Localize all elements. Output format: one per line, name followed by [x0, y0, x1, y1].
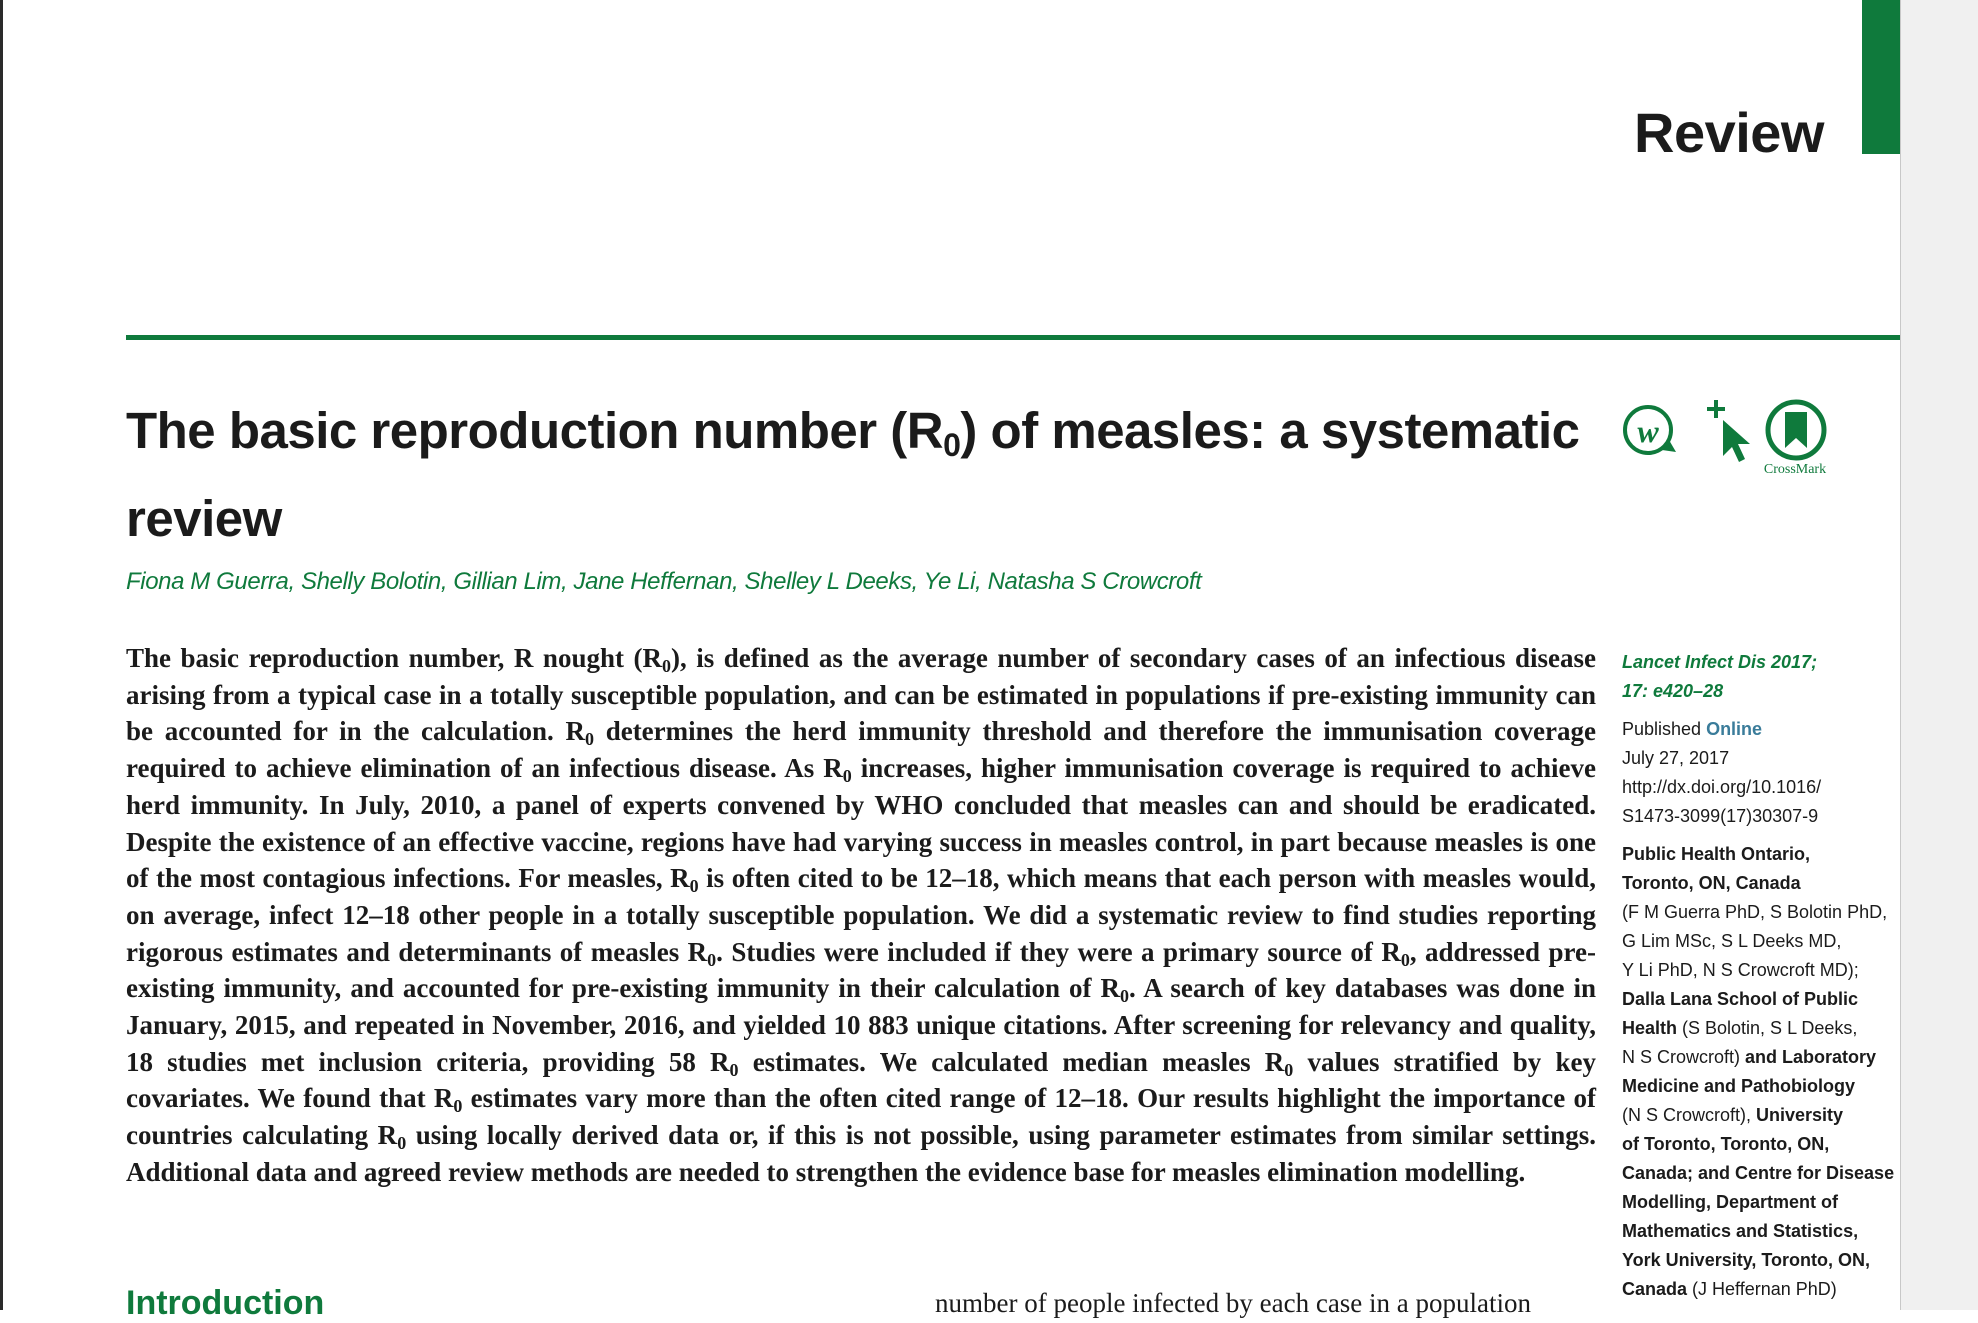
abstract-text: . A search of key databases was done in January, 2015, and repeated in November, 2016, and yielded 10 883 unique citations. After screening for relevancy and quality, 18 studies met inclusion criteria, providing 58 R	[126, 973, 1596, 1077]
article-tools	[1620, 398, 1850, 480]
r0-subscript: 0	[1120, 986, 1130, 1007]
r0-subscript: 0	[842, 766, 852, 787]
svg-text:w: w	[1637, 413, 1659, 449]
affiliation-line: Health	[1622, 1018, 1678, 1038]
affiliation-line: (F M Guerra PhD, S Bolotin PhD,	[1622, 902, 1888, 922]
title-subscript: 0	[943, 427, 961, 463]
affiliations	[1622, 840, 1902, 1304]
r0-subscript: 0	[584, 729, 594, 750]
affiliation-line: Canada; and Centre for Disease	[1622, 1163, 1895, 1183]
abstract-text: using locally derived data or, if this is not possible, using parameter estimates from similar settings. Additional data and agreed review methods are needed to strengthen the evidence base for measles elimination modelling.	[126, 1120, 1596, 1187]
affiliation-line: (S Bolotin, S L Deeks,	[1677, 1018, 1858, 1038]
title-rule	[126, 335, 1900, 340]
r0-subscript: 0	[707, 949, 717, 970]
doi-link[interactable]: S1473-3099(17)30307-9	[1622, 806, 1819, 826]
abstract-text: estimates. We calculated median measles R	[738, 1046, 1285, 1077]
crossmark-label: CrossMark	[1763, 462, 1827, 477]
affiliation-line: Y Li PhD, N S Crowcroft MD);	[1622, 960, 1859, 980]
section-heading-introduction: Introduction	[126, 1284, 325, 1322]
article-sidebar	[1622, 648, 1902, 1304]
abstract-text: determines the herd immunity threshold and therefore the immunisation coverage required to achieve elimination of an infectious disease. As R	[126, 716, 1596, 784]
title-text-end: ) of measles: a systematic review	[126, 402, 1580, 547]
affiliation-line: Dalla Lana School of Public	[1622, 989, 1859, 1009]
abstract-text: . Studies were included if they were a primary source of R	[716, 936, 1401, 967]
article-title	[126, 394, 1596, 556]
web-extra-icon[interactable]	[1620, 400, 1680, 467]
abstract-text: values stratified by key covariates. We found that R	[126, 1046, 1596, 1114]
r0-subscript: 0	[729, 1059, 739, 1080]
page-left-edge	[0, 0, 3, 1310]
r0-subscript: 0	[1400, 949, 1410, 970]
affiliation-line: Toronto, ON, Canada	[1622, 873, 1801, 893]
affiliation-line: and Laboratory	[1740, 1047, 1877, 1067]
doi-link[interactable]: http://dx.doi.org/10.1016/	[1622, 777, 1822, 797]
abstract-text: ), is defined as the average number of secondary cases of an infectious disease arising from a typical case in a totally susceptible population, and can be estimated in populations if pre-existing immunity can be accounted for in the calculation. R	[126, 643, 1596, 747]
citation-line: 17: e420–28	[1622, 681, 1724, 701]
affiliation-line: York University, Toronto, ON,	[1622, 1250, 1871, 1270]
affiliation-line: G Lim MSc, S L Deeks MD,	[1622, 931, 1842, 951]
r0-subscript: 0	[1284, 1059, 1294, 1080]
abstract	[126, 640, 1596, 1191]
online-label: Online	[1706, 719, 1763, 739]
affiliation-line: Medicine and Pathobiology	[1622, 1076, 1856, 1096]
abstract-text: The basic reproduction number, R nought (R	[126, 643, 662, 673]
affiliation-line: N S Crowcroft)	[1622, 1047, 1741, 1067]
abstract-text: increases, higher immunisation coverage is required to achieve herd immunity. In July, 2010, a panel of experts convened by WHO concluded that measles can and should be eradicated. Despite the existence of an effective vaccine, regions have had varying success in measles control, in part because measles is one of the most contagious infections. For measles, R	[126, 753, 1596, 894]
r0-subscript: 0	[397, 1133, 407, 1154]
body-column-two-text: number of people infected by each case in a population	[935, 1288, 1532, 1318]
r0-subscript: 0	[689, 876, 699, 897]
abstract-text: is often cited to be 12–18, which means that each person with measles would, on average, infect 12–18 other people in a totally susceptible population. We did a systematic review to find studies reporting rigorous estimates and determinants of measles R	[126, 863, 1596, 967]
published-date: July 27, 2017	[1622, 748, 1730, 768]
author-list: Fiona M Guerra, Shelly Bolotin, Gillian Lim, Jane Heffernan, Shelley L Deeks, Ye Li, Natasha S Crowcroft	[126, 568, 1202, 595]
affiliation-line: of Toronto, Toronto, ON,	[1622, 1134, 1830, 1154]
publication-info	[1622, 715, 1902, 831]
section-label: Review	[1634, 101, 1824, 164]
title-text: The basic reproduction number (R	[126, 402, 944, 459]
affiliation-line: University	[1751, 1105, 1844, 1125]
journal-citation	[1622, 648, 1902, 706]
crossmark-icon[interactable]	[1764, 398, 1828, 467]
affiliation-line: Public Health Ontario,	[1622, 844, 1811, 864]
section-color-tab	[1862, 0, 1900, 154]
viewer-right-margin	[1900, 0, 1978, 1310]
r0-subscript: 0	[661, 656, 671, 676]
published-label: Published	[1622, 719, 1707, 739]
abstract-text: , addressed pre-existing immunity, and accounted for pre-existing immunity in their calculation of R	[126, 936, 1596, 1004]
affiliation-line: Modelling, Department of	[1622, 1192, 1838, 1212]
affiliation-line: (N S Crowcroft),	[1622, 1105, 1752, 1125]
affiliation-line: (J Heffernan PhD)	[1687, 1279, 1837, 1299]
citation-line: Lancet Infect Dis 2017;	[1622, 652, 1818, 672]
affiliation-line: Canada	[1622, 1279, 1688, 1299]
abstract-text: estimates vary more than the often cited range of 12–18. Our results highlight the importance of countries calculating R	[126, 1083, 1596, 1151]
r0-subscript: 0	[453, 1096, 463, 1117]
affiliation-line: Mathematics and Statistics,	[1622, 1221, 1859, 1241]
